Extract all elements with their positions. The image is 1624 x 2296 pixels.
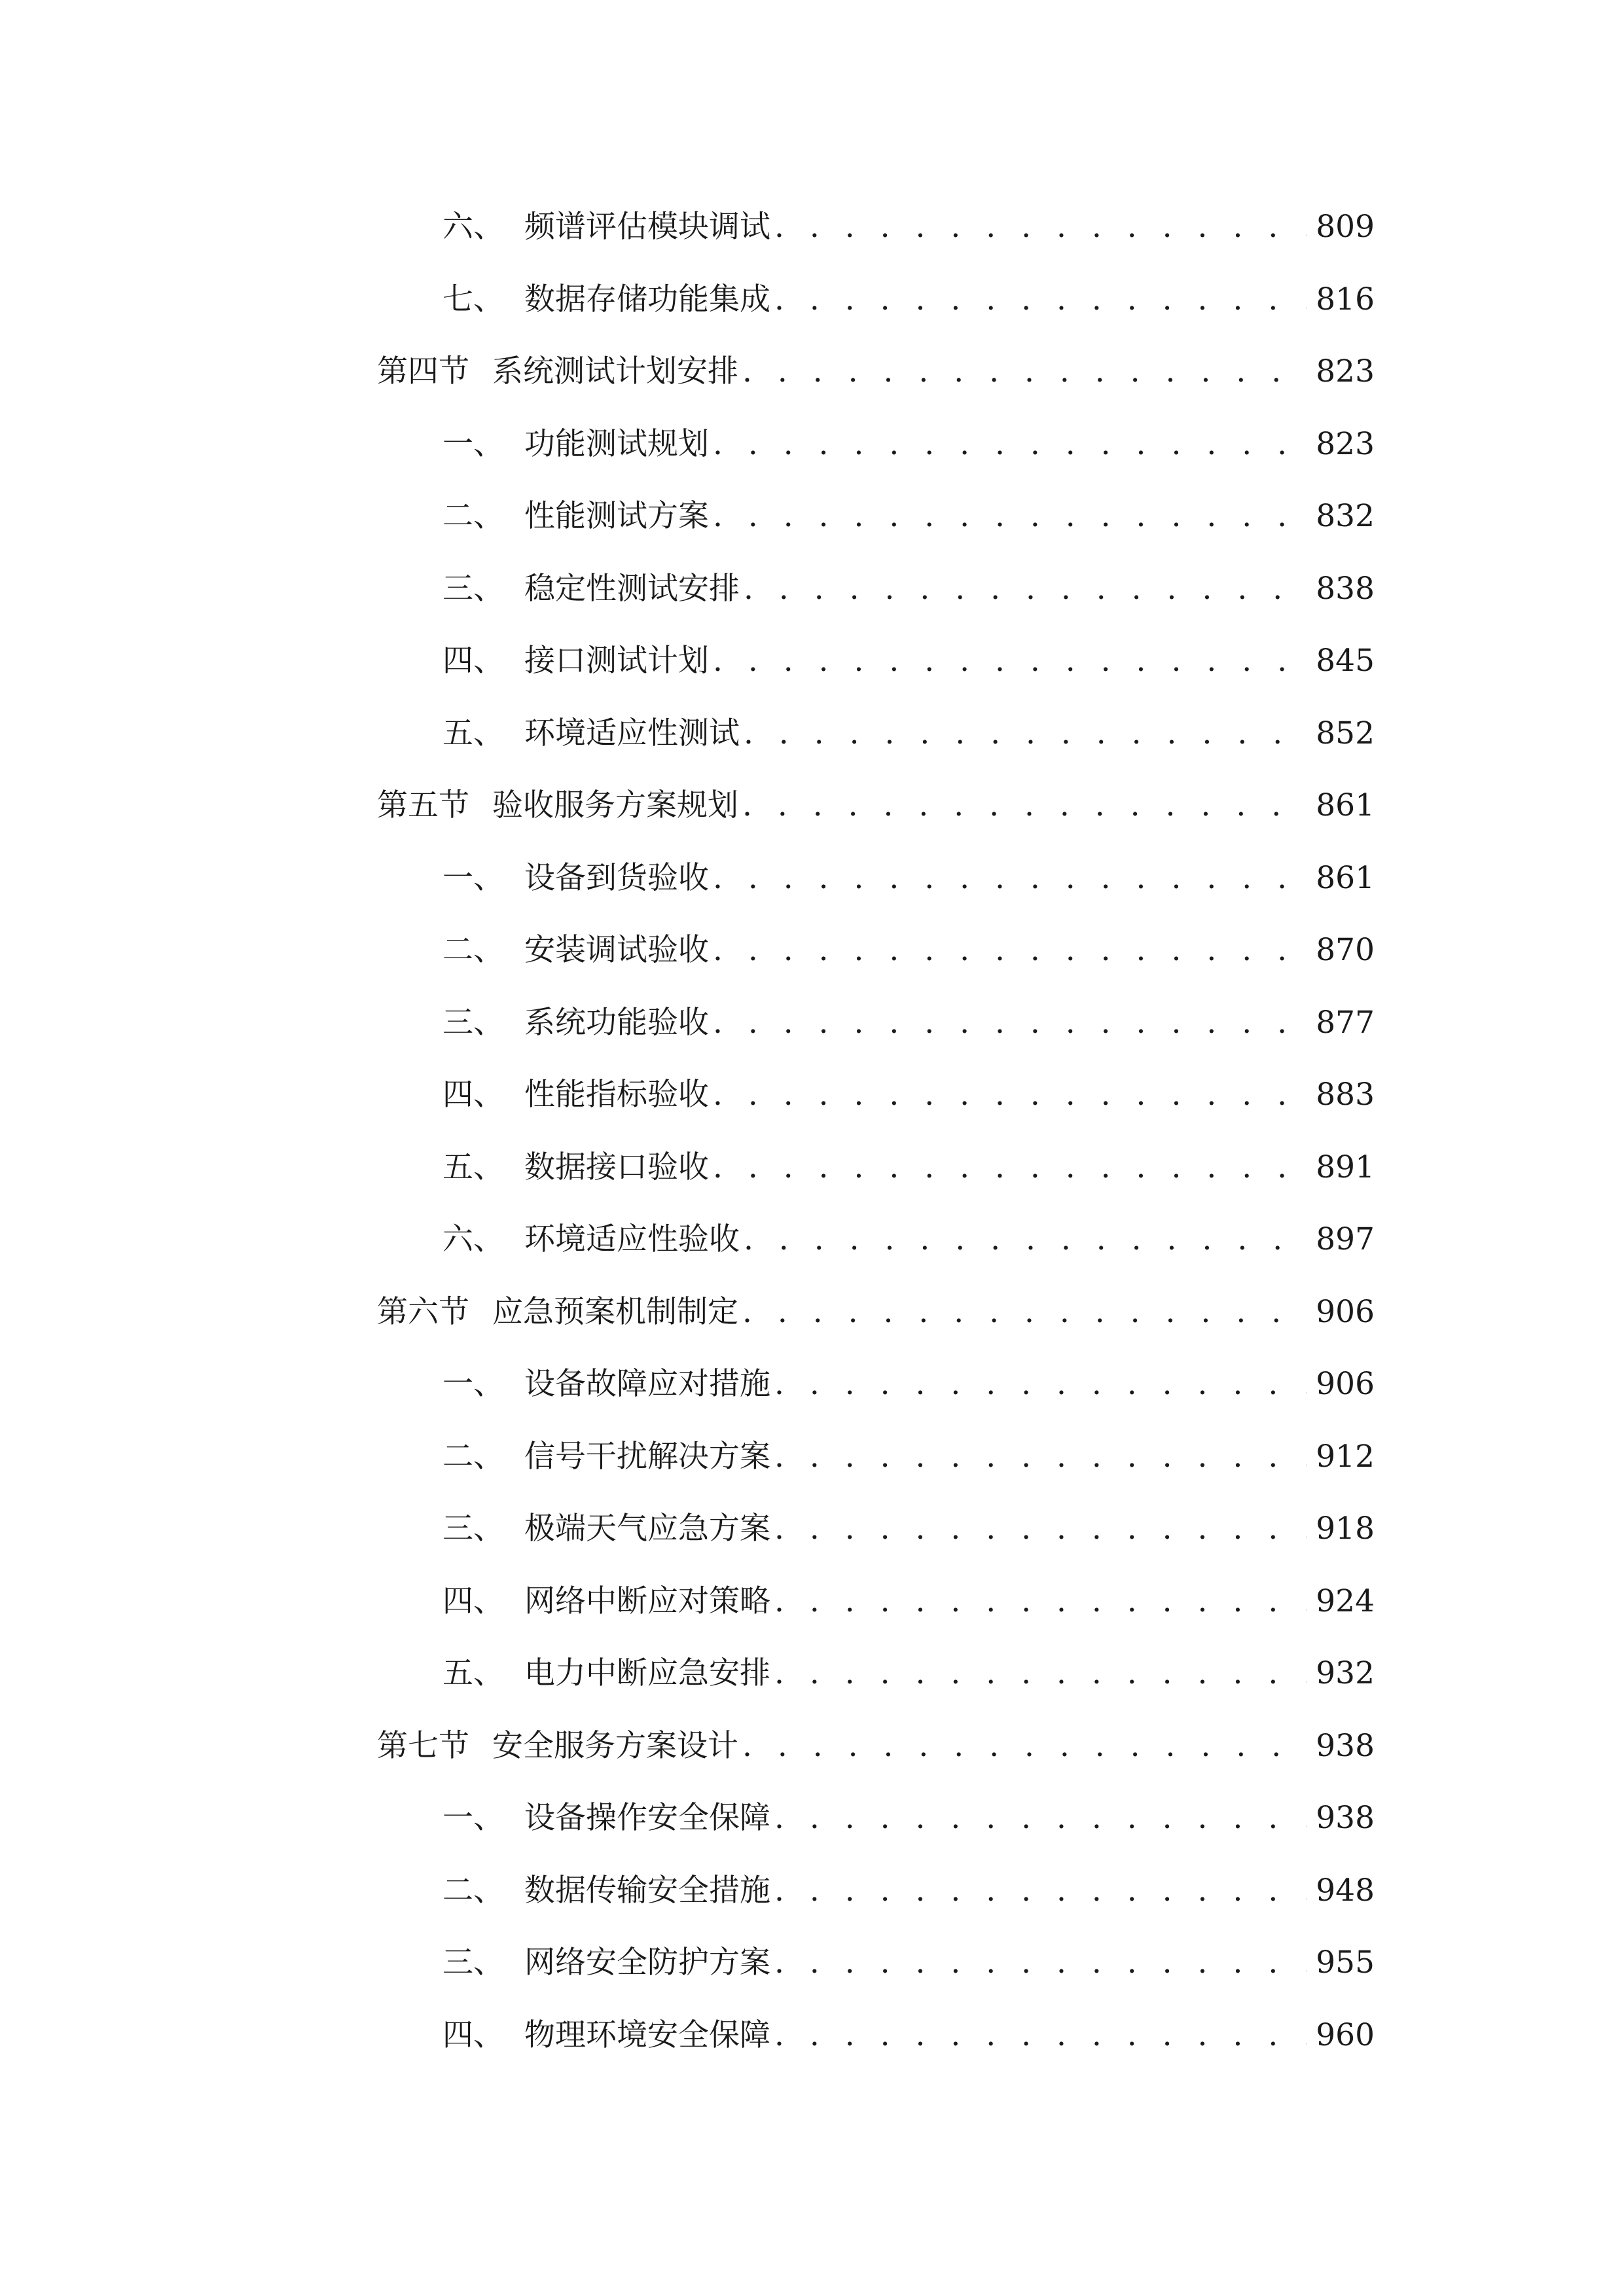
- toc-entry-title: 环境适应性验收: [524, 1221, 740, 1257]
- dot-leader: [774, 1348, 1307, 1421]
- table-of-contents: [377, 191, 1375, 2072]
- dot-leader: [713, 408, 1307, 481]
- toc-entry-title: 接口测试计划: [524, 643, 709, 679]
- toc-entry-page: 816: [1316, 281, 1375, 317]
- toc-entry-page: 960: [1316, 2017, 1375, 2053]
- toc-entry-page: 861: [1316, 859, 1375, 896]
- toc-entry-number: 一、: [442, 425, 504, 462]
- toc-entry-number: 二、: [442, 1872, 504, 1909]
- toc-entry[interactable]: [377, 914, 1375, 987]
- dot-leader: [742, 336, 1307, 408]
- toc-entry-page: 870: [1316, 932, 1375, 968]
- toc-entry-page: 924: [1316, 1583, 1375, 1619]
- toc-entry-page: 897: [1316, 1221, 1375, 1257]
- toc-entry-number: 三、: [442, 570, 504, 607]
- toc-entry-number: 四、: [442, 1077, 504, 1113]
- toc-entry[interactable]: [377, 1059, 1375, 1132]
- toc-entry-number: 五、: [442, 1655, 504, 1691]
- toc-entry-number: 四、: [442, 2017, 504, 2053]
- toc-entry-page: 918: [1316, 1511, 1375, 1547]
- toc-entry-number: 七、: [442, 281, 504, 317]
- toc-entry-number: 四、: [442, 643, 504, 679]
- toc-section-number: 第六节: [377, 1293, 469, 1330]
- toc-section-number: 第五节: [377, 787, 469, 823]
- toc-entry-number: 六、: [442, 209, 504, 245]
- toc-entry-title: 网络安全防护方案: [524, 1945, 770, 1981]
- toc-entry[interactable]: [377, 1566, 1375, 1638]
- toc-entry-number: 二、: [442, 932, 504, 968]
- dot-leader: [713, 987, 1307, 1060]
- dot-leader: [713, 1059, 1307, 1132]
- dot-leader: [713, 480, 1307, 553]
- toc-section-page: 823: [1316, 353, 1375, 389]
- toc-section-title: 安全服务方案设计: [492, 1727, 738, 1764]
- toc-entry-page: 845: [1316, 643, 1375, 679]
- toc-entry[interactable]: [377, 408, 1375, 481]
- toc-entry-page: 891: [1316, 1149, 1375, 1185]
- toc-entry-number: 三、: [442, 1511, 504, 1547]
- toc-entry-title: 信号干扰解决方案: [524, 1438, 770, 1475]
- dot-leader: [742, 770, 1307, 842]
- toc-entry-title: 数据传输安全措施: [524, 1872, 770, 1909]
- toc-entry-number: 三、: [442, 1004, 504, 1041]
- toc-entry[interactable]: [377, 2000, 1375, 2072]
- toc-entry[interactable]: [377, 1132, 1375, 1204]
- toc-entry[interactable]: [377, 1638, 1375, 1710]
- toc-entry[interactable]: [377, 1782, 1375, 1855]
- toc-entry-page: 906: [1316, 1366, 1375, 1402]
- dot-leader: [742, 1710, 1307, 1783]
- toc-entry-number: 一、: [442, 1800, 504, 1836]
- toc-entry-title: 网络中断应对策略: [524, 1583, 770, 1619]
- dot-leader: [713, 625, 1307, 698]
- dot-leader: [774, 1493, 1307, 1566]
- toc-entry-title: 安装调试验收: [524, 932, 709, 968]
- toc-entry-title: 电力中断应急安排: [524, 1655, 770, 1691]
- toc-section-title: 应急预案机制制定: [492, 1293, 738, 1330]
- toc-entry[interactable]: [377, 1421, 1375, 1494]
- toc-entry[interactable]: [377, 264, 1375, 336]
- toc-entry-page: 955: [1316, 1945, 1375, 1981]
- toc-entry-title: 设备到货验收: [524, 859, 709, 896]
- toc-entry[interactable]: [377, 1493, 1375, 1566]
- toc-entry-title: 稳定性测试安排: [524, 570, 740, 607]
- dot-leader: [742, 1276, 1307, 1349]
- toc-entry[interactable]: [377, 625, 1375, 698]
- toc-entry-page: 938: [1316, 1800, 1375, 1836]
- dot-leader: [774, 264, 1307, 336]
- toc-entry-number: 一、: [442, 1366, 504, 1402]
- toc-entry-number: 二、: [442, 498, 504, 534]
- toc-entry-page: 948: [1316, 1872, 1375, 1909]
- toc-entry-page: 832: [1316, 498, 1375, 534]
- toc-entry[interactable]: [377, 1855, 1375, 1928]
- dot-leader: [774, 2000, 1307, 2072]
- dot-leader: [774, 1927, 1307, 2000]
- toc-section-entry[interactable]: [377, 1710, 1375, 1783]
- toc-section-page: 861: [1316, 787, 1375, 823]
- dot-leader: [774, 1782, 1307, 1855]
- toc-section-title: 验收服务方案规划: [492, 787, 738, 823]
- dot-leader: [713, 842, 1307, 915]
- dot-leader: [744, 553, 1307, 626]
- dot-leader: [774, 1638, 1307, 1710]
- toc-entry-title: 数据接口验收: [524, 1149, 709, 1185]
- toc-entry[interactable]: [377, 480, 1375, 553]
- toc-entry-page: 823: [1316, 425, 1375, 462]
- dot-leader: [774, 1566, 1307, 1638]
- toc-entry-page: 809: [1316, 209, 1375, 245]
- toc-entry-title: 性能指标验收: [524, 1077, 709, 1113]
- toc-entry[interactable]: [377, 698, 1375, 770]
- toc-entry[interactable]: [377, 191, 1375, 264]
- toc-entry-page: 912: [1316, 1438, 1375, 1475]
- toc-entry-number: 三、: [442, 1945, 504, 1981]
- toc-entry-number: 四、: [442, 1583, 504, 1619]
- toc-entry-page: 883: [1316, 1077, 1375, 1113]
- toc-section-number: 第四节: [377, 353, 469, 389]
- dot-leader: [713, 914, 1307, 987]
- toc-entry-page: 877: [1316, 1004, 1375, 1041]
- toc-entry-page: 838: [1316, 570, 1375, 607]
- toc-entry-title: 设备故障应对措施: [524, 1366, 770, 1402]
- toc-entry-title: 系统功能验收: [524, 1004, 709, 1041]
- toc-entry-title: 物理环境安全保障: [524, 2017, 770, 2053]
- toc-entry[interactable]: [377, 1348, 1375, 1421]
- toc-entry-number: 五、: [442, 1149, 504, 1185]
- toc-entry-title: 性能测试方案: [524, 498, 709, 534]
- toc-entry-number: 一、: [442, 859, 504, 896]
- dot-leader: [744, 1204, 1307, 1276]
- toc-entry-title: 功能测试规划: [524, 425, 709, 462]
- toc-entry-title: 极端天气应急方案: [524, 1511, 770, 1547]
- toc-entry-title: 频谱评估模块调试: [524, 209, 770, 245]
- toc-entry[interactable]: [377, 842, 1375, 915]
- toc-entry-page: 932: [1316, 1655, 1375, 1691]
- dot-leader: [774, 191, 1307, 264]
- toc-entry[interactable]: [377, 1927, 1375, 2000]
- toc-section-page: 906: [1316, 1293, 1375, 1330]
- toc-section-number: 第七节: [377, 1727, 469, 1764]
- toc-section-page: 938: [1316, 1727, 1375, 1764]
- toc-entry[interactable]: [377, 553, 1375, 626]
- toc-section-entry[interactable]: [377, 1276, 1375, 1349]
- toc-section-title: 系统测试计划安排: [492, 353, 738, 389]
- dot-leader: [774, 1855, 1307, 1928]
- dot-leader: [713, 1132, 1307, 1204]
- toc-entry-title: 环境适应性测试: [524, 715, 740, 751]
- toc-entry[interactable]: [377, 1204, 1375, 1276]
- toc-entry-number: 六、: [442, 1221, 504, 1257]
- dot-leader: [774, 1421, 1307, 1494]
- toc-entry-title: 数据存储功能集成: [524, 281, 770, 317]
- toc-entry-title: 设备操作安全保障: [524, 1800, 770, 1836]
- dot-leader: [744, 698, 1307, 770]
- toc-entry-page: 852: [1316, 715, 1375, 751]
- toc-entry-number: 二、: [442, 1438, 504, 1475]
- toc-section-entry[interactable]: [377, 770, 1375, 842]
- toc-entry-number: 五、: [442, 715, 504, 751]
- toc-entry[interactable]: [377, 987, 1375, 1060]
- toc-section-entry[interactable]: [377, 336, 1375, 408]
